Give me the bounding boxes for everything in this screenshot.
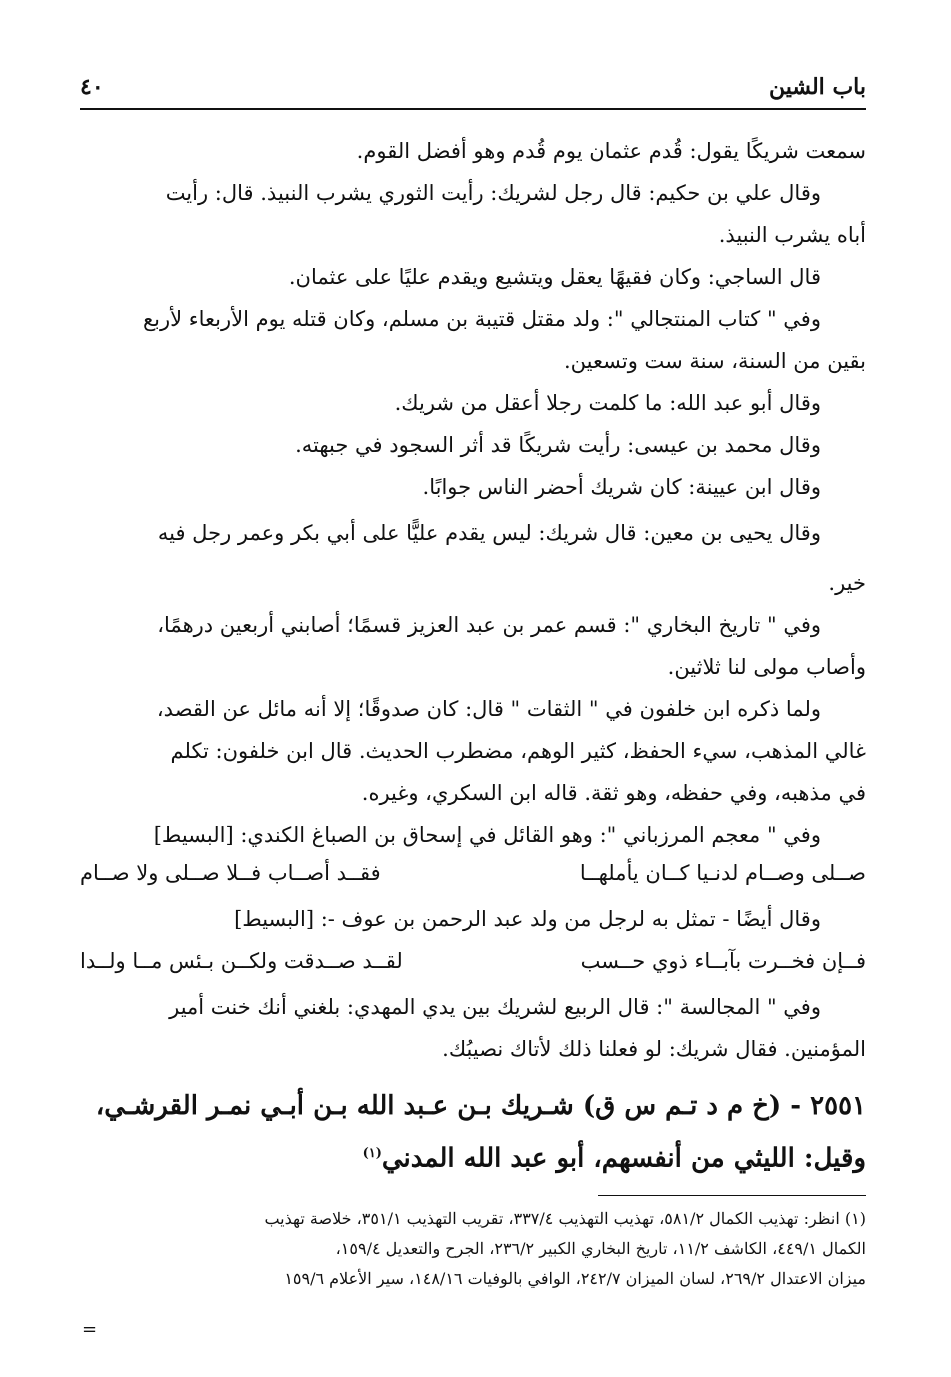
- header-rule: [80, 108, 866, 110]
- footnote-reference: (١): [362, 1146, 382, 1161]
- text-line: وأصاب مولى لنا ثلاثين.: [667, 655, 866, 679]
- entry-heading-continued: [80, 1128, 866, 1185]
- verse-hemistich-first: فــإن فخــرت بآبــاء ذوي حــسب: [580, 949, 866, 973]
- text-line: في مذهبه، وفي حفظه، وهو ثقة. قاله ابن السكري، وغيره.: [361, 781, 866, 805]
- entry-heading-text: وقيل: الليثي من أنفسهم، أبو عبد الله المدني: [381, 1143, 866, 1174]
- text-line: وقال أيضًا - تمثل به لرجل من ولد عبد الرحمن بن عوف -: [البسيط]: [234, 907, 821, 931]
- text-line: بقين من السنة، سنة ست وتسعين.: [564, 349, 866, 373]
- footnote-line: (١) انظر: تهذيب الكمال ٥٨١/٢، تهذيب التهذيب ٣٣٧/٤، تقريب التهذيب ٣٥١/١، خلاصة تهذيب: [264, 1209, 866, 1228]
- text-line: سمعت شريكًا يقول: قُدم عثمان يوم قُدم وهو أفضل القوم.: [356, 139, 866, 163]
- text-line: وقال أبو عبد الله: ما كلمت رجلا أعقل من شريك.: [394, 391, 821, 415]
- text-line: المؤمنين. فقال شريك: لو فعلنا ذلك لأتاك نصيبُك.: [442, 1037, 866, 1061]
- text-line: خير.: [828, 571, 866, 595]
- text-line: وفي " تاريخ البخاري ": قسم عمر بن عبد العزيز قسمًا؛ أصابني أربعين درهمًا،: [157, 613, 821, 637]
- verse-hemistich-second: لقــد صــدقت ولكــن بـئس مــا ولــدا: [80, 949, 403, 973]
- text-line: ولما ذكره ابن خلفون في " الثقات " قال: كان صدوقًا؛ إلا أنه مائل عن القصد،: [156, 697, 821, 721]
- text-line: وفي " كتاب المنتجالي ": ولد مقتل قتيبة بن مسلم، وكان قتله يوم الأربعاء لأربع: [142, 307, 821, 331]
- verse-line: [80, 852, 866, 894]
- footnote-line: ميزان الاعتدال ٢٦٩/٢، لسان الميزان ٢٤٢/٧، الوافي بالوفيات ١٤٨/١٦، سير الأعلام ١٥٩/٦: [284, 1269, 866, 1288]
- text-line: غالي المذهب، سيء الحفظ، كثير الوهم، مضطرب الحديث. قال ابن خلفون: تكلم: [170, 739, 866, 763]
- footnote-separator: [598, 1195, 866, 1196]
- text-line: وقال محمد بن عيسى: رأيت شريكًا قد أثر السجود في جبهته.: [295, 433, 821, 457]
- entry-heading: ٢٥٥١ - (خ م د تـم س ق) شـريك بـن عـبد الله بـن أبـي نمـر القرشـي،: [95, 1091, 866, 1121]
- footnote-continuation-mark: =: [82, 1319, 98, 1340]
- text-line: أباه يشرب النبيذ.: [718, 223, 866, 247]
- text-line: قال الساجي: وكان فقيهًا يعقل ويتشيع ويقدم عليًا على عثمان.: [288, 265, 821, 289]
- text-line: وقال يحيى بن معين: قال شريك: ليس يقدم عليًّا على أبي بكر وعمر رجل فيه: [157, 521, 821, 545]
- text-line: وقال علي بن حكيم: قال رجل لشريك: رأيت الثوري يشرب النبيذ. قال: رأيت: [165, 181, 821, 205]
- text-line: وقال ابن عيينة: كان شريك أحضر الناس جوابًا.: [422, 475, 821, 499]
- page-number: ٤٠: [80, 74, 104, 100]
- running-title: باب الشين: [768, 74, 866, 100]
- verse-hemistich-first: صــلى وصــام لدنـيا كــان يأملهــا: [579, 861, 866, 885]
- footnote-line: الكمال ٤٤٩/١، الكاشف ١١/٢، تاريخ البخاري الكبير ٢٣٦/٢، الجرح والتعديل ١٥٩/٤،: [335, 1239, 866, 1258]
- verse-line: [80, 940, 866, 982]
- text-line: وفي " المجالسة ": قال الربيع لشريك بين يدي المهدي: بلغني أنك خنت أمير: [169, 995, 821, 1019]
- text-line: وفي " معجم المرزباني ": وهو القائل في إسحاق بن الصباغ الكندي: [البسيط]: [153, 823, 821, 847]
- verse-hemistich-second: فقــد أصــاب فــلا صــلى ولا صــام: [80, 861, 381, 885]
